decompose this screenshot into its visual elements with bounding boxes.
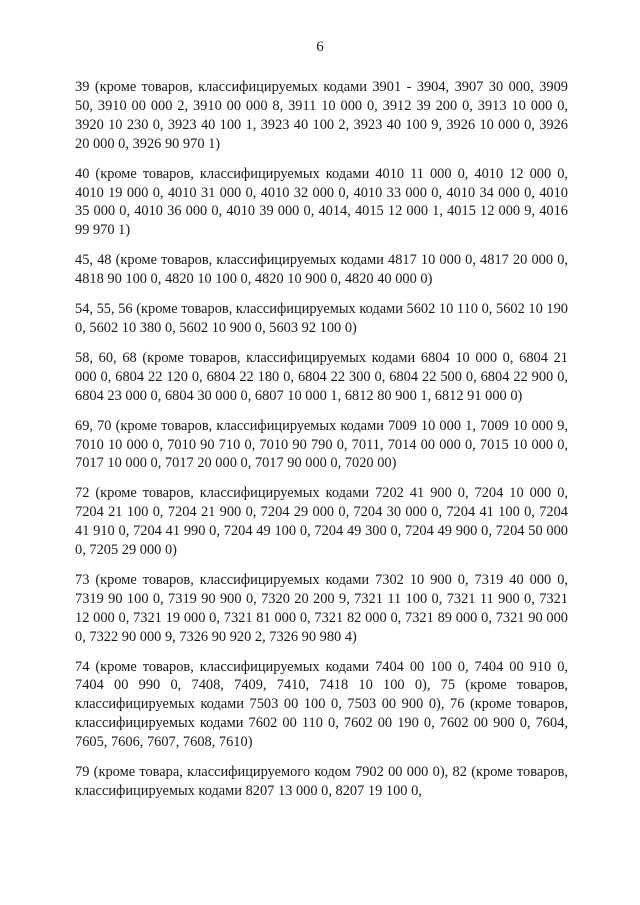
paragraph-73: 73 (кроме товаров, классифицируемых кодами 7302 10 900 0, 7319 40 000 0, 7319 90 100 0, 7319 90 900 0, 7320 20 200 9, 7321 11 100 0, 7321 11 900 0, 7321 12 000 0, 7321 19 000 0, 7321 81 000 0, 7321 82 000 0, 7321 89 000 0, 7321 90 000 0, 7322 90 000 9, 7326 90 920 2, 7326 90 980 4) xyxy=(75,571,568,645)
paragraph-45-48: 45, 48 (кроме товаров, классифицируемых кодами 4817 10 000 0, 4817 20 000 0, 4818 90 100 0, 4820 10 100 0, 4820 10 900 0, 4820 40 000 0) xyxy=(75,252,568,288)
document-body xyxy=(75,78,568,812)
paragraph-72: 72 (кроме товаров, классифицируемых кодами 7202 41 900 0, 7204 10 000 0, 7204 21 100 0, 7204 21 900 0, 7204 29 000 0, 7204 30 000 0, 7204 41 100 0, 7204 41 910 0, 7204 41 990 0, 7204 49 100 0, 7204 49 300 0, 7204 49 900 0, 7204 50 000 0, 7205 29 000 0) xyxy=(75,485,568,559)
page-number: 6 xyxy=(316,39,324,55)
paragraph-58-68: 58, 60, 68 (кроме товаров, классифицируемых кодами 6804 10 000 0, 6804 21 000 0, 6804 22 120 0, 6804 22 180 0, 6804 22 300 0, 6804 22 500 0, 6804 22 900 0, 6804 23 000 0, 6804 30 000 0, 6807 10 000 1, 6812 80 900 1, 6812 91 000 0) xyxy=(75,349,568,404)
paragraph-74-76: 74 (кроме товаров, классифицируемых кодами 7404 00 100 0, 7404 00 910 0, 7404 00 990 0, 7408, 7409, 7410, 7418 10 100 0), 75 (кроме товаров, классифицируемых кодами 7503 00 100 0, 7503 00 900 0), 76 (кроме товаров, классифицируемых кодами 7602 00 110 0, 7602 00 190 0, 7602 00 900 0, 7604, 7605, 7606, 7607, 7608, 7610) xyxy=(75,658,568,751)
paragraph-54-56: 54, 55, 56 (кроме товаров, классифицируемых кодами 5602 10 110 0, 5602 10 190 0, 5602 10 380 0, 5602 10 900 0, 5603 92 100 0) xyxy=(75,301,568,336)
paragraph-39: 39 (кроме товаров, классифицируемых кодами 3901 - 3904, 3907 30 000, 3909 50, 3910 00 000 2, 3910 00 000 8, 3911 10 000 0, 3912 39 200 0, 3913 10 000 0, 3920 10 230 0, 3923 40 100 1, 3923 40 100 2, 3923 40 100 9, 3926 10 000 0, 3926 20 000 0, 3926 90 970 1) xyxy=(75,79,568,152)
paragraph-40: 40 (кроме товаров, классифицируемых кодами 4010 11 000 0, 4010 12 000 0, 4010 19 000 0, 4010 31 000 0, 4010 32 000 0, 4010 33 000 0, 4010 34 000 0, 4010 35 000 0, 4010 36 000 0, 4010 39 000 0, 4014, 4015 12 000 1, 4015 12 000 9, 4016 99 970 1) xyxy=(75,165,568,239)
paragraph-69-70: 69, 70 (кроме товаров, классифицируемых кодами 7009 10 000 1, 7009 10 000 9, 7010 10 000 0, 7010 90 710 0, 7010 90 790 0, 7011, 7014 00 000 0, 7015 10 000 0, 7017 10 000 0, 7017 20 000 0, 7017 90 000 0, 7020 00) xyxy=(75,417,568,472)
paragraph-79-82: 79 (кроме товара, классифицируемого кодом 7902 00 000 0), 82 (кроме товаров, классифицируемых кодами 8207 13 000 0, 8207 19 100 0, xyxy=(75,764,568,799)
